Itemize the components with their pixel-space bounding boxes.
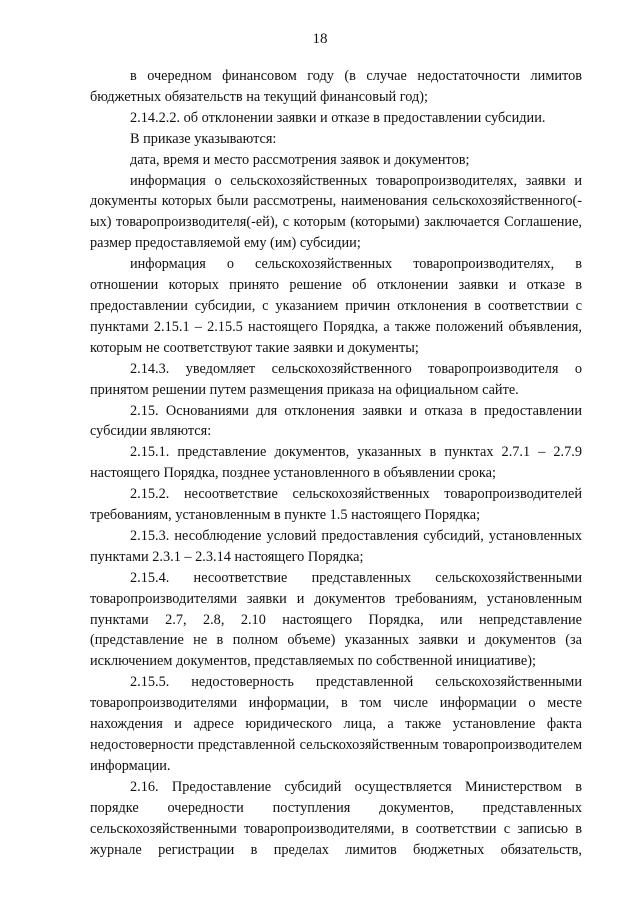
paragraph-2-16: 2.16. Предоставление субсидий осуществляется Министерством в порядке очередности поступления документов, представленных сельскохозяйственными товаропроизводителями, в соответствии с записью в журнале регистрации в пределах лимитов бюджетных обязательств, — [90, 778, 582, 858]
paragraph-2-14-2-2: 2.14.2.2. об отклонении заявки и отказе в предоставлении субсидии. — [130, 109, 546, 126]
paragraph-2-15-2: 2.15.2. несоответствие сельскохозяйственных товаропроизводителей требованиям, установленным в пункте 1.5 настоящего Порядка; — [90, 486, 582, 524]
page-number: 18 — [312, 31, 328, 47]
paragraph-2-15-5: 2.15.5. недостоверность представленной сельскохозяйственными товаропроизводителями информации, в том числе информации о месте нахождения и адресе юридического лица, а также установление факта недостоверности представленной сельскохозяйственным товаропроизводителем информации. — [90, 674, 582, 774]
paragraph-date-time-place: дата, время и место рассмотрения заявок и документов; — [130, 151, 470, 168]
paragraph-budget-limits: в очередном финансовом году (в случае недостаточности лимитов бюджетных обязательств на текущий финансовый год); — [90, 68, 582, 105]
paragraph-2-14-3: 2.14.3. уведомляет сельскохозяйственного товаропроизводителя о принятом решении путем размещения приказа на официальном сайте. — [90, 360, 582, 398]
paragraph-2-15-1: 2.15.1. представление документов, указанных в пунктах 2.7.1 – 2.7.9 настоящего Порядка, позднее установленного в объявлении срока; — [90, 444, 582, 482]
document-body — [90, 66, 582, 860]
paragraph-info-approved-producers: информация о сельскохозяйственных товаропроизводителях, заявки и документы которых были рассмотрены, наименования сельскохозяйственного(-ых) товаропроизводителя(-ей), с которым (которыми) заключается Соглашение, размер предоставляемой ему (им) субсидии; — [90, 172, 582, 252]
paragraph-2-15-4: 2.15.4. несоответствие представленных сельскохозяйственными товаропроизводителями заявки и документов требованиям, установленным пунктами 2.7, 2.8, 2.10 настоящего Порядка, или непредставление (представление не в полном объеме) указанных заявки и документов (за исключением документов, представляемых по собственной инициативе); — [90, 569, 582, 670]
paragraph-2-15: 2.15. Основаниями для отклонения заявки и отказа в предоставлении субсидии являются: — [90, 402, 582, 440]
paragraph-order-contents-intro: В приказе указываются: — [130, 130, 277, 147]
paragraph-info-rejected-producers: информация о сельскохозяйственных товаропроизводителях, в отношении которых принято решение об отклонении заявки и отказе в предоставлении субсидии, с указанием причин отклонения в соответствии с пунктами 2.15.1 – 2.15.5 настоящего Порядка, а также положений объявления, которым не соответствуют такие заявки и документы; — [90, 256, 582, 356]
paragraph-2-15-3: 2.15.3. несоблюдение условий предоставления субсидий, установленных пунктами 2.3.1 – 2.3.14 настоящего Порядка; — [90, 527, 582, 565]
